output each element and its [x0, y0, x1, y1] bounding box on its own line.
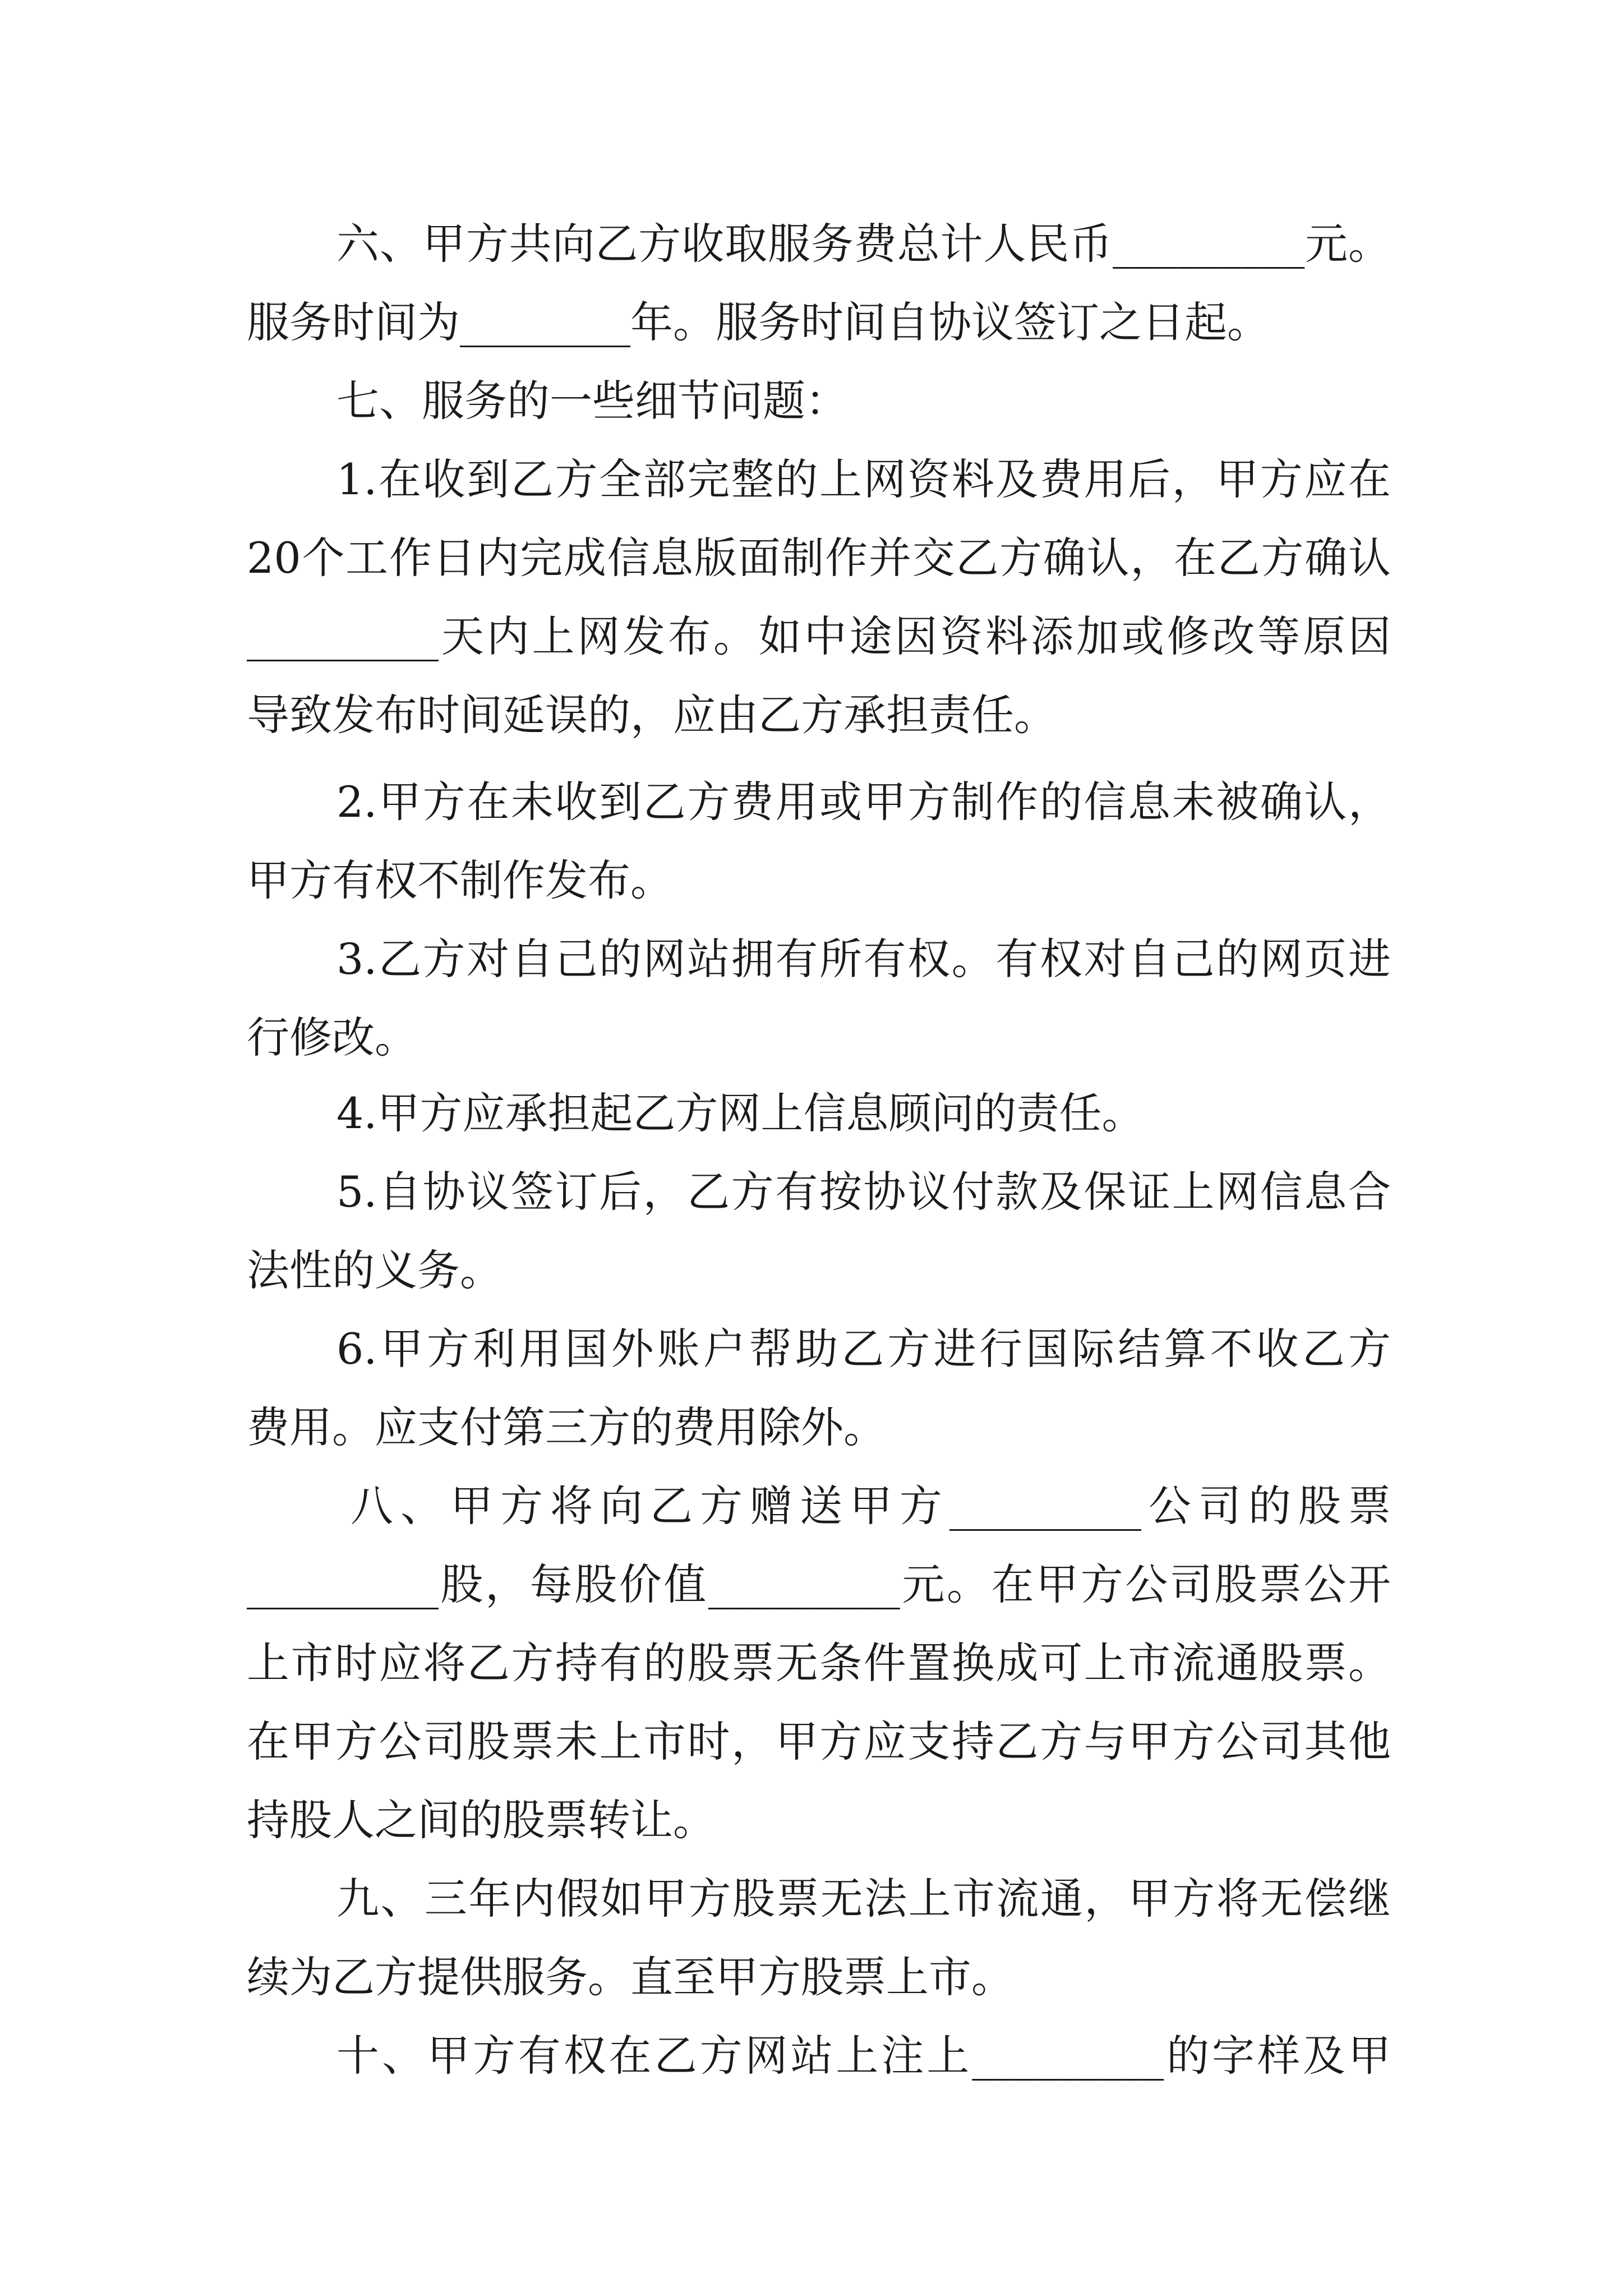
clause-6-line-2: 服务时间为________年。服务时间自协议签订之日起。 — [247, 297, 1270, 347]
item-6-line-1: 6.甲方利用国外账户帮助乙方进行国际结算不收乙方 — [336, 1324, 1391, 1374]
item-2-line-1: 2.甲方在未收到乙方费用或甲方制作的信息未被确认， — [336, 777, 1391, 827]
item-1-line-1: 1.在收到乙方全部完整的上网资料及费用后，甲方应在 — [336, 454, 1391, 504]
item-1-line-3: _________天内上网发布。如中途因资料添加或修改等原因 — [247, 611, 1391, 661]
item-3-line-2: 行修改。 — [247, 1013, 417, 1062]
item-1-line-4: 导致发布时间延误的，应由乙方承担责任。 — [247, 690, 1057, 740]
item-1-line-2: 20个工作日内完成信息版面制作并交乙方确认，在乙方确认 — [247, 533, 1391, 583]
clause-7-heading: 七、服务的一些细节问题： — [336, 376, 848, 426]
clause-10-line-1: 十、甲方有权在乙方网站上注上_________的字样及甲 — [336, 2031, 1391, 2081]
item-3-line-1: 3.乙方对自己的网站拥有所有权。有权对自己的网页进 — [336, 934, 1391, 984]
clause-8-line-5: 持股人之间的股票转让。 — [247, 1795, 716, 1845]
clause-6-line-1: 六、甲方共向乙方收取服务费总计人民币_________元。 — [336, 219, 1391, 269]
clause-9-line-2: 续为乙方提供服务。直至甲方股票上市。 — [247, 1952, 1014, 2002]
item-2-line-2: 甲方有权不制作发布。 — [247, 855, 673, 905]
clause-8-line-2: _________股，每股价值_________元。在甲方公司股票公开 — [247, 1559, 1391, 1609]
clause-8-line-1: 八、甲方将向乙方赠送甲方_________公司的股票 — [351, 1481, 1391, 1531]
item-4-line-1: 4.甲方应承担起乙方网上信息顾问的责任。 — [336, 1088, 1145, 1138]
clause-8-line-4: 在甲方公司股票未上市时，甲方应支持乙方与甲方公司其他 — [247, 1717, 1391, 1766]
item-6-line-2: 费用。应支付第三方的费用除外。 — [247, 1402, 886, 1452]
clause-8-line-3: 上市时应将乙方持有的股票无条件置换成可上市流通股票。 — [247, 1638, 1391, 1688]
item-5-line-2: 法性的义务。 — [247, 1245, 502, 1295]
item-5-line-1: 5.自协议签订后，乙方有按协议付款及保证上网信息合 — [336, 1167, 1391, 1217]
clause-9-line-1: 九、三年内假如甲方股票无法上市流通，甲方将无偿继 — [336, 1874, 1391, 1924]
